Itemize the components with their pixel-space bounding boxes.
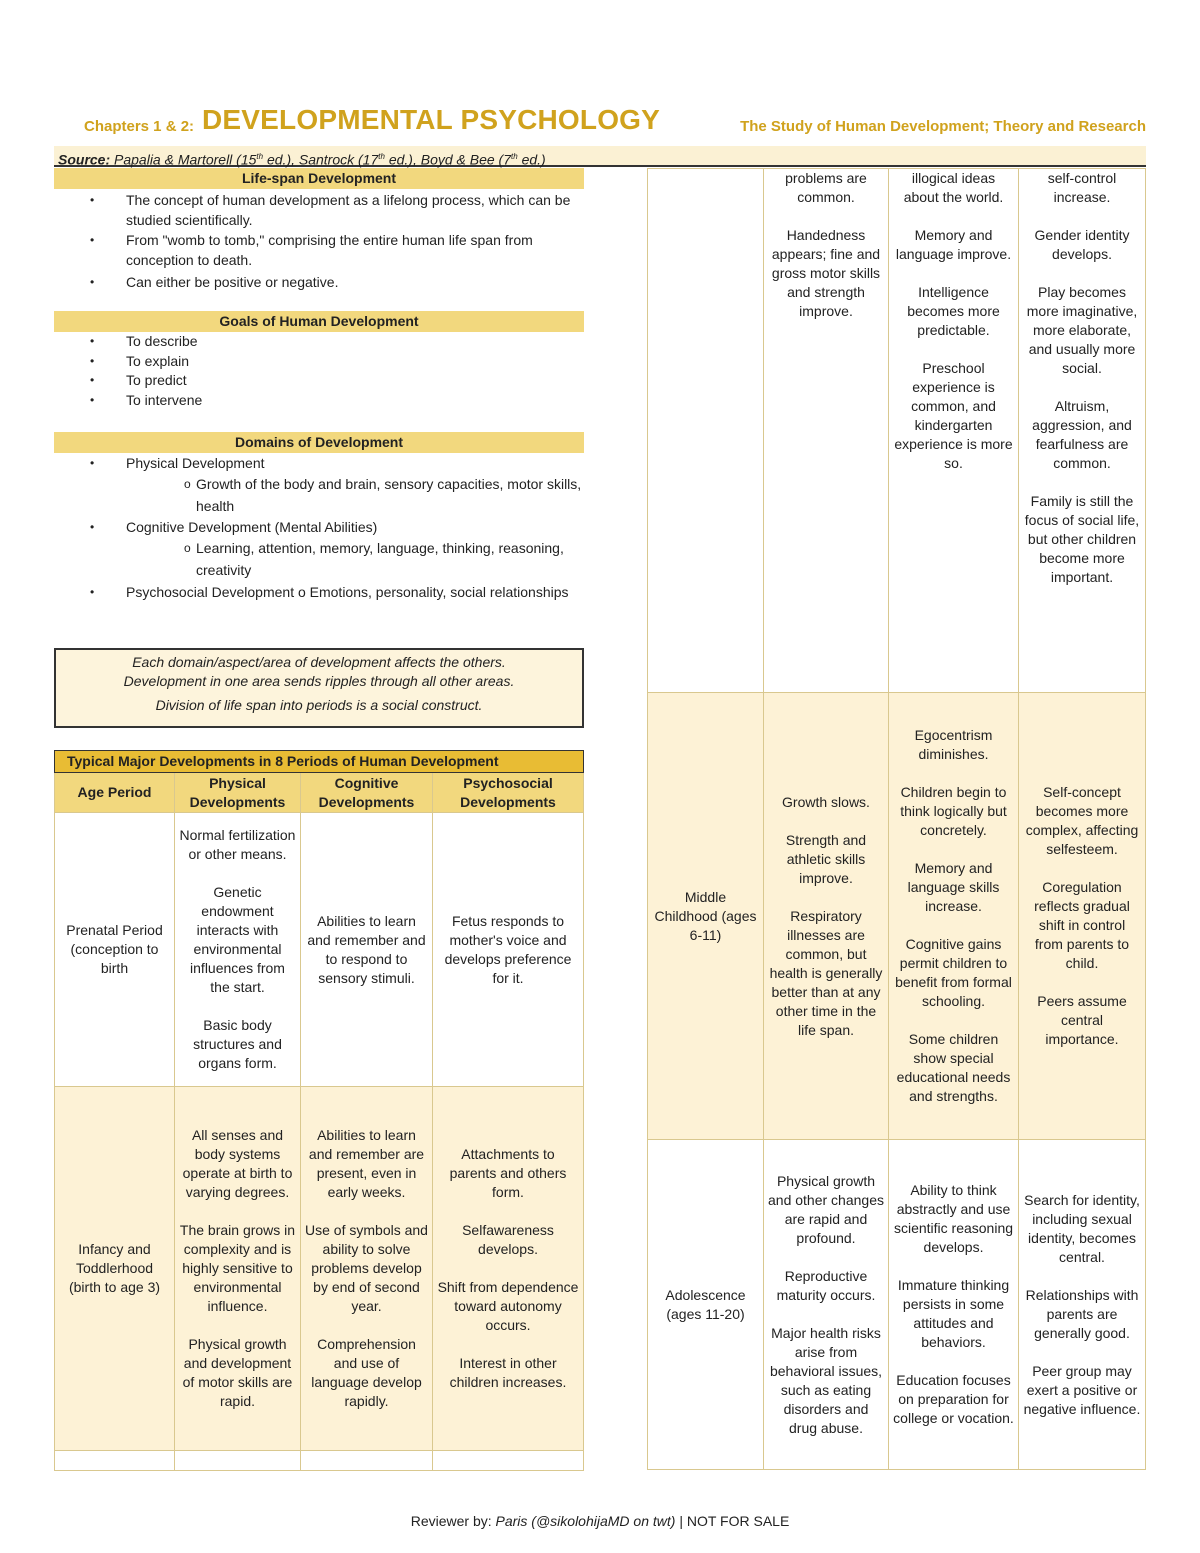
table-row	[648, 693, 1146, 1140]
source-text-c: ed.), Boyd & Bee (7	[384, 151, 512, 168]
age-cell	[648, 169, 764, 693]
footer-author: Paris (@sikolohijaMD on twt)	[495, 1513, 676, 1529]
table-caption: Typical Major Developments in 8 Periods of Human Development	[55, 751, 584, 773]
table-row	[55, 1087, 584, 1451]
cognitive-sub: o Learning, attention, memory, language, thinking, reasoning, creativity	[54, 537, 584, 581]
footer-suffix: | NOT FOR SALE	[675, 1513, 790, 1529]
age-cell: Prenatal Period (conception to birth	[55, 813, 175, 1087]
lifespan-list	[54, 190, 584, 292]
title-row	[84, 104, 1146, 144]
physical-cell: problems are common. Handedness appears; fine and gross motor skills and strength improve.	[764, 169, 889, 693]
cognitive-cell: Egocentrism diminishes. Children begin to think logically but concretely. Memory and language skills increase. Cognitive gains permit children to benefit from formal schooling. Some children show special educational needs and strengths.	[889, 693, 1019, 1140]
goals-list	[54, 332, 584, 410]
domains-list	[54, 453, 584, 473]
physical-cell: Normal fertilization or other means. Genetic endowment interacts with environmental influences from the start. Basic body structures and organs form.	[175, 813, 301, 1087]
left-column	[54, 168, 584, 603]
physical-cell: All senses and body systems operate at birth to varying degrees. The brain grows in complexity and is highly sensitive to environmental influence. Physical growth and development of motor skills are rapid.	[175, 1087, 301, 1451]
cognitive-cell: Abilities to learn and remember and to respond to sensory stimuli.	[301, 813, 433, 1087]
col-cognitive: Cognitive Developments	[301, 773, 433, 813]
source-sup-a: th	[256, 152, 264, 161]
footer	[0, 1513, 1200, 1529]
psychosocial-cell: Fetus responds to mother's voice and develops preference for it.	[433, 813, 584, 1087]
list-item: • From "womb to tomb," comprising the entire human life span from conception to death.	[54, 230, 582, 270]
physical-sub: o Growth of the body and brain, sensory capacities, motor skills, health	[54, 473, 584, 517]
physical-cell: Physical growth and other changes are rapid and profound. Reproductive maturity occurs. Major health risks arise from behavioral issues, such as eating disorders and drug abuse.	[764, 1140, 889, 1470]
source-bar	[54, 146, 1146, 167]
list-item: • To describe	[54, 332, 584, 352]
chapters-label: Chapters 1 & 2:	[84, 118, 195, 135]
source-text-b: ed.), Santrock (17	[263, 151, 379, 168]
age-cell: Middle Childhood (ages 6-11)	[648, 693, 764, 1140]
source-text-a: Papalia & Martorell (15	[110, 151, 257, 168]
physical-cell: Growth slows. Strength and athletic skills improve. Respiratory illnesses are common, but health is generally better than at any other time in the life span.	[764, 693, 889, 1140]
periods-table-left	[54, 750, 584, 1471]
empty-cell	[301, 1451, 433, 1471]
age-cell: Adolescence (ages 11-20)	[648, 1140, 764, 1470]
cognitive-cell: illogical ideas about the world. Memory and language improve. Intelligence becomes more predictable. Preschool experience is common, and kindergarten experience is more so.	[889, 169, 1019, 693]
table-row	[648, 1140, 1146, 1470]
note-line-2: Development in one area sends ripples through all other areas.	[123, 673, 515, 689]
empty-cell	[55, 1451, 175, 1471]
domain-note-box	[54, 648, 584, 728]
psychosocial-cell: Self-concept becomes more complex, affecting selfesteem. Coregulation reflects gradual shift in control from parents to child. Peers assume central importance.	[1019, 693, 1146, 1140]
table-row	[55, 813, 584, 1087]
note-line-1: Each domain/aspect/area of development affects the others.	[132, 654, 506, 670]
psychosocial-cell: self-control increase. Gender identity develops. Play becomes more imaginative, more elaborate, and usually more social. Altruism, aggression, and fearfulness are common. Family is still the focus of social life, but other children become more important.	[1019, 169, 1146, 693]
age-cell: Infancy and Toddlerhood (birth to age 3)	[55, 1087, 175, 1451]
cognitive-cell: Abilities to learn and remember are present, even in early weeks. Use of symbols and ability to solve problems develop by end of second year. Comprehension and use of language develop rapidly.	[301, 1087, 433, 1451]
list-item: • To explain	[54, 352, 584, 372]
periods-table-right	[647, 168, 1146, 1470]
table-row	[55, 1451, 584, 1471]
domains-list-3	[54, 581, 584, 603]
table-row	[648, 169, 1146, 693]
page-title: DEVELOPMENTAL PSYCHOLOGY	[202, 104, 661, 135]
empty-cell	[433, 1451, 584, 1471]
empty-cell	[175, 1451, 301, 1471]
cognitive-cell: Ability to think abstractly and use scientific reasoning develops. Immature thinking persists in some attitudes and behaviors. Education focuses on preparation for college or vocation.	[889, 1140, 1019, 1470]
col-age-period: Age Period	[55, 773, 175, 813]
list-item: • To intervene	[54, 391, 584, 411]
list-item: • To predict	[54, 371, 584, 391]
lifespan-heading: Life-span Development	[54, 168, 584, 189]
goals-heading: Goals of Human Development	[54, 311, 584, 332]
footer-prefix: Reviewer by:	[410, 1513, 496, 1529]
list-item: • Psychosocial Development o Emotions, personality, social relationships	[54, 581, 584, 603]
list-item: • Can either be positive or negative.	[54, 272, 582, 292]
domains-heading: Domains of Development	[54, 432, 584, 453]
source-sup-b: th	[378, 152, 385, 161]
col-psychosocial: Psychosocial Developments	[433, 773, 584, 813]
list-item: • The concept of human development as a lifelong process, which can be studied scientifically.	[54, 190, 582, 230]
page-subtitle: The Study of Human Development; Theory and Research	[740, 118, 1146, 135]
psychosocial-cell: Attachments to parents and others form. Selfawareness develops. Shift from dependence toward autonomy occurs. Interest in other children increases.	[433, 1087, 584, 1451]
list-item: • Physical Development	[54, 453, 584, 473]
psychosocial-cell: Search for identity, including sexual identity, becomes central. Relationships with parents are generally good. Peer group may exert a positive or negative influence.	[1019, 1140, 1146, 1470]
domains-list-2	[54, 517, 584, 537]
list-item: • Cognitive Development (Mental Abilities)	[54, 517, 584, 537]
source-sup-c: th	[511, 152, 518, 161]
col-physical: Physical Developments	[175, 773, 301, 813]
note-line-3: Division of life span into periods is a social construct.	[155, 697, 483, 713]
source-label: Source:	[58, 151, 111, 168]
source-text-d: ed.)	[517, 151, 546, 168]
